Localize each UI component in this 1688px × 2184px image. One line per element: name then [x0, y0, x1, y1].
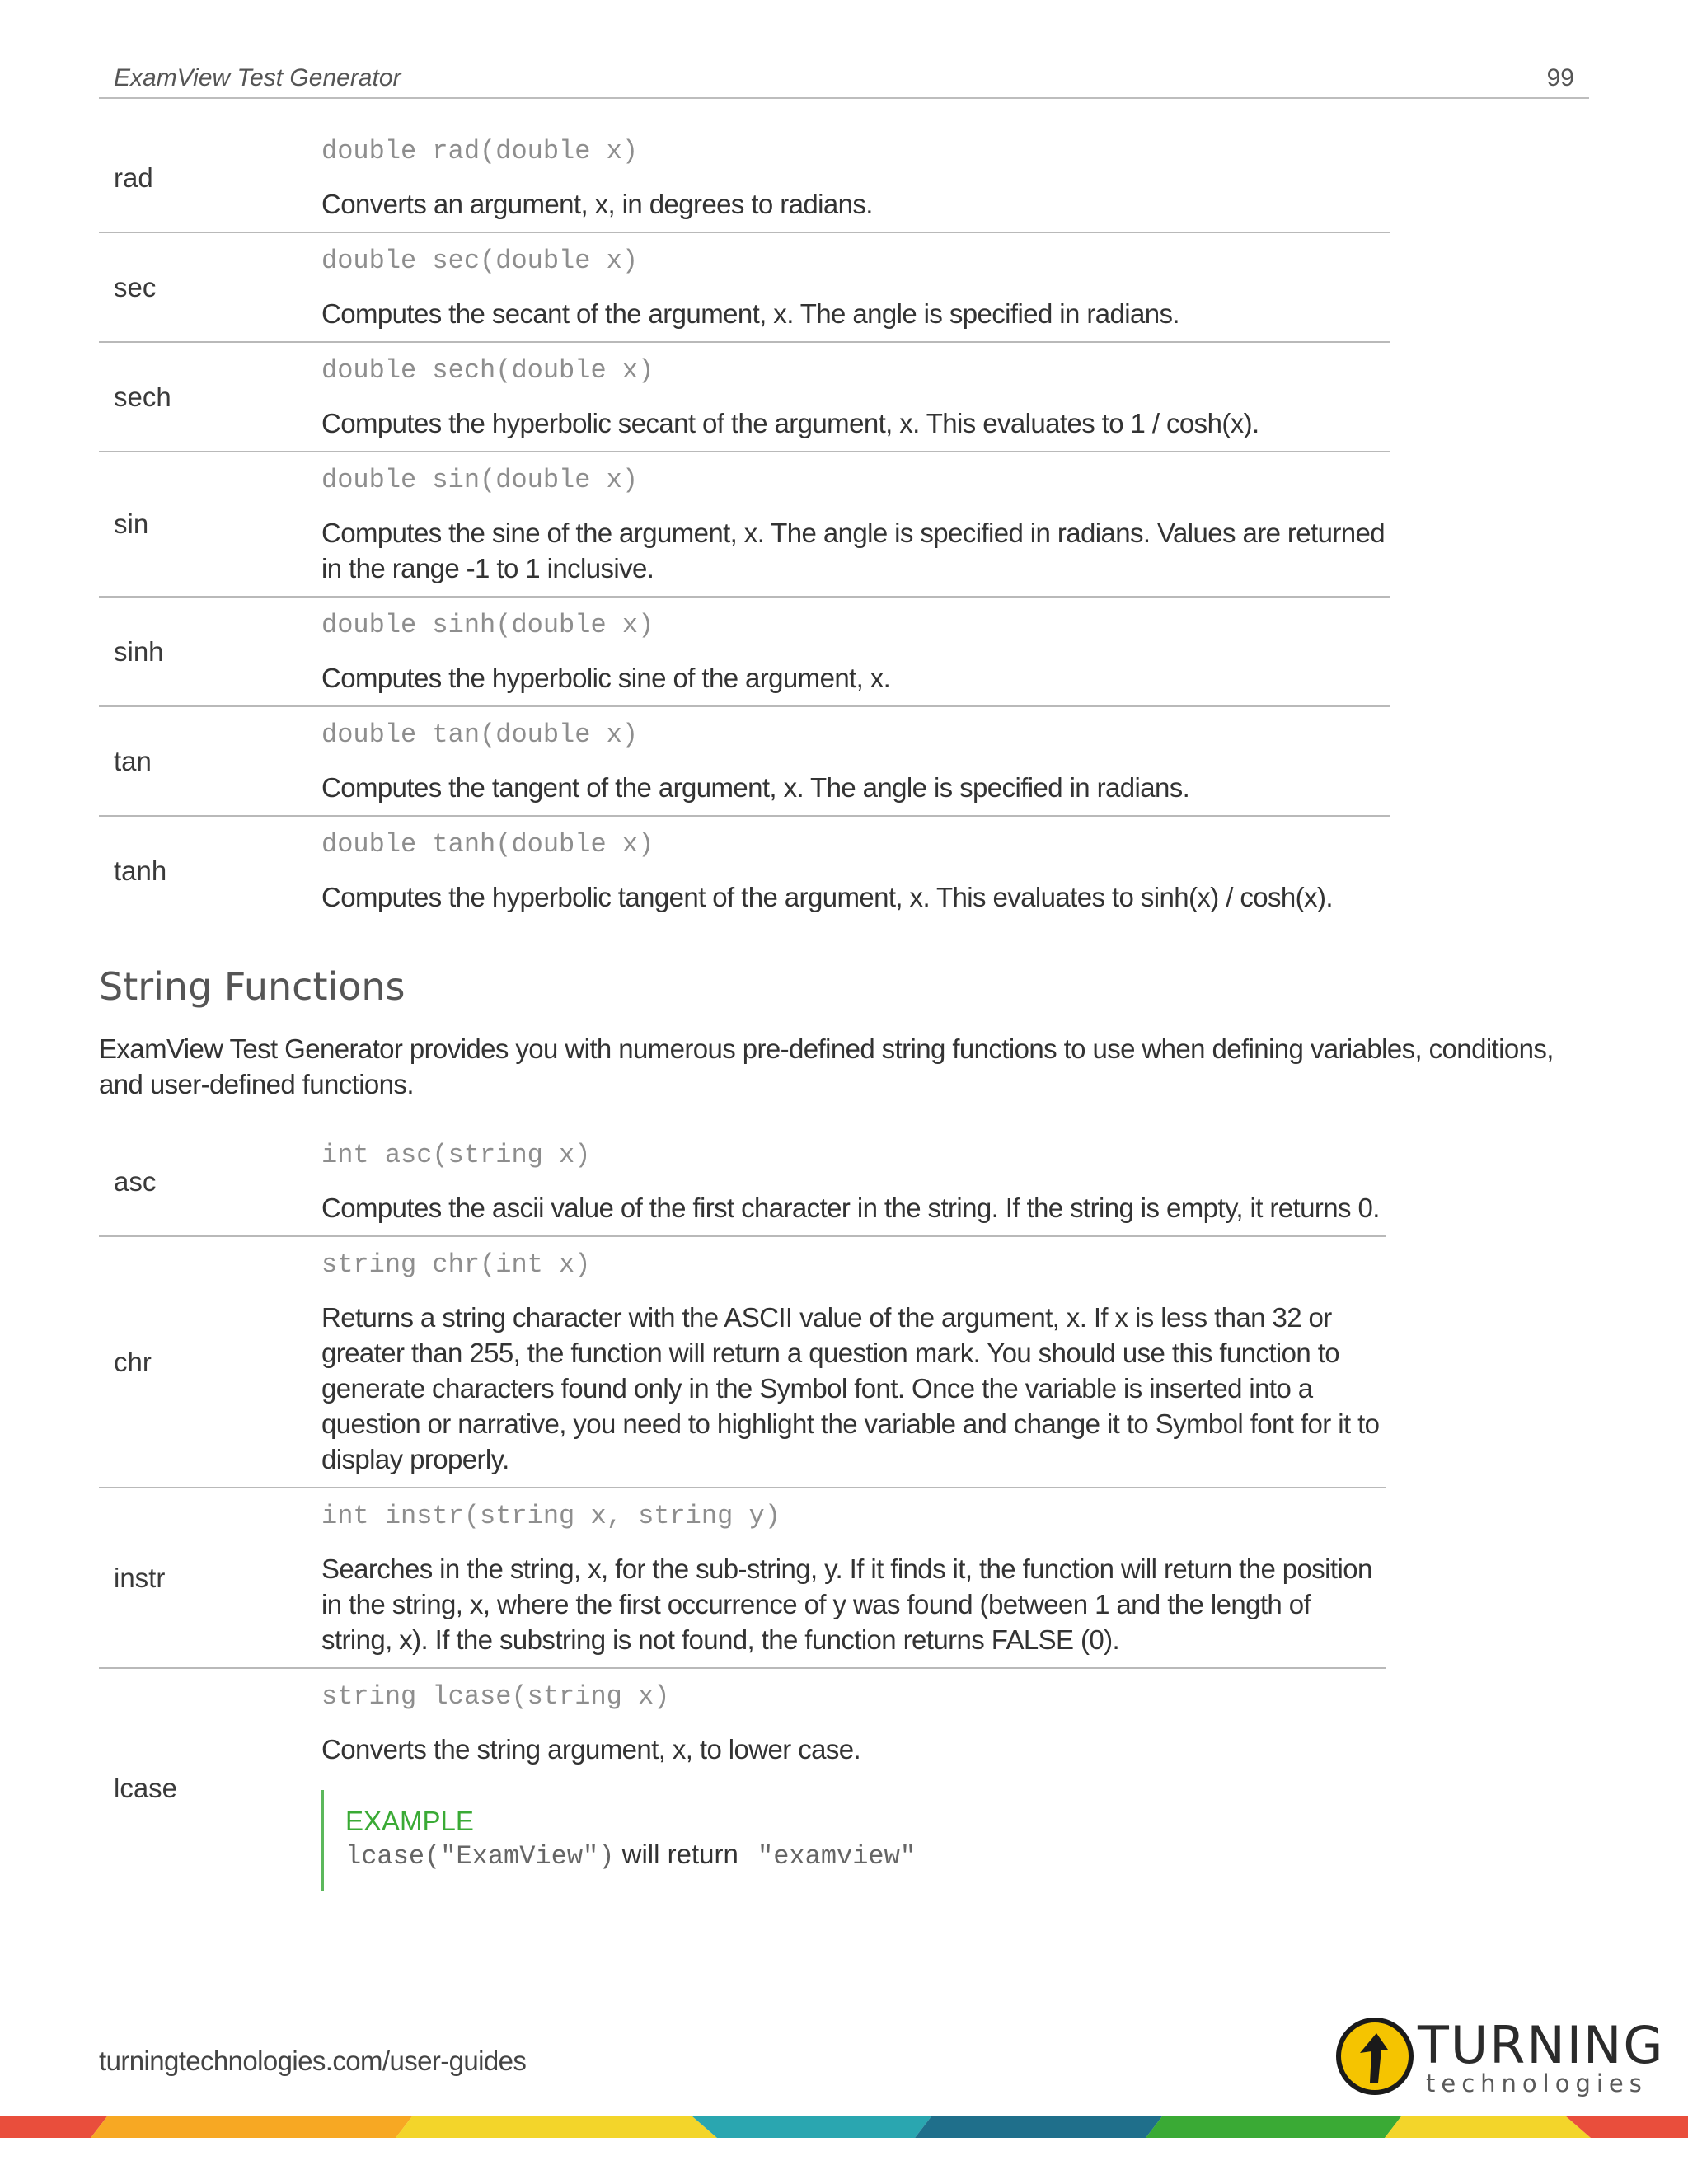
function-body	[321, 707, 1390, 815]
function-body	[321, 1237, 1386, 1487]
function-name: asc	[114, 1165, 157, 1197]
logo-subtitle: technologies	[1426, 2069, 1648, 2097]
function-description: Searches in the string, x, for the sub-string, y. If it finds it, the function will return the position in the string, x, where the first occurrence of y was found (between 1 and the length of string, x). If the substring is not found, the function returns FALSE (0).	[321, 1554, 1372, 1655]
function-description: Computes the hyperbolic secant of the argument, x. This evaluates to 1 / cosh(x).	[321, 408, 1259, 438]
function-name: sec	[114, 271, 157, 302]
function-row-sech	[99, 343, 1390, 452]
function-row-tanh	[99, 817, 1390, 925]
page-number: 99	[1546, 64, 1574, 91]
function-name: instr	[114, 1562, 166, 1593]
function-description: Computes the tangent of the argument, x. The angle is specified in radians.	[321, 772, 1190, 803]
function-signature: double sech(double x)	[321, 355, 654, 386]
function-name: tanh	[114, 855, 167, 886]
function-row-sinh	[99, 598, 1390, 707]
function-body	[321, 233, 1390, 341]
footer-url: turningtechnologies.com/user-guides	[99, 2046, 527, 2076]
function-description: Computes the sine of the argument, x. The angle is specified in radians. Values are returned in the range -1 to 1 inclusive.	[321, 518, 1386, 583]
example-code: lcase("ExamView")	[345, 1841, 615, 1872]
function-signature: string lcase(string x)	[321, 1681, 670, 1712]
function-signature: double tan(double x)	[321, 719, 639, 750]
function-name: sin	[114, 509, 149, 539]
function-signature: double sec(double x)	[321, 246, 639, 276]
function-body	[321, 1127, 1386, 1235]
function-description: Computes the secant of the argument, x. The angle is specified in radians.	[321, 298, 1179, 329]
example-result: "examview"	[757, 1841, 917, 1872]
function-row-lcase	[99, 1669, 1386, 1908]
function-description: Computes the ascii value of the first character in the string. If the string is empty, it returns 0.	[321, 1193, 1380, 1223]
math-functions-table	[99, 124, 1390, 925]
function-name: chr	[114, 1346, 152, 1377]
function-body	[321, 598, 1390, 705]
function-row-asc	[99, 1127, 1386, 1237]
function-row-tan	[99, 707, 1390, 817]
function-name: sinh	[114, 635, 164, 667]
example-callout	[321, 1790, 1386, 1891]
function-name: rad	[114, 162, 153, 193]
footer-color-stripe	[0, 2116, 1688, 2138]
function-body	[321, 452, 1390, 596]
function-row-chr	[99, 1237, 1386, 1488]
function-row-instr	[99, 1488, 1386, 1669]
function-signature: double sinh(double x)	[321, 610, 654, 640]
section-heading: String Functions	[99, 964, 406, 1009]
function-signature: int asc(string x)	[321, 1140, 591, 1170]
function-signature: double tanh(double x)	[321, 829, 654, 860]
arrow-circle-icon	[1335, 2017, 1414, 2096]
example-text: will return	[614, 1839, 746, 1869]
function-name: lcase	[114, 1773, 178, 1803]
function-name: sech	[114, 381, 171, 412]
section-intro: ExamView Test Generator provides you with numerous pre-defined string functions to use when defining variables, conditions, and user-defined functions.	[99, 1033, 1554, 1099]
function-signature: double sin(double x)	[321, 465, 639, 495]
function-description: Converts an argument, x, in degrees to radians.	[321, 189, 873, 219]
function-row-sin	[99, 452, 1390, 598]
logo-wordmark: TURNING	[1418, 2015, 1665, 2075]
function-body	[321, 124, 1390, 232]
function-body	[321, 1488, 1386, 1667]
turning-technologies-logo	[1335, 2015, 1665, 2097]
page-header	[99, 59, 1589, 99]
document-title: ExamView Test Generator	[114, 64, 401, 91]
function-body	[321, 343, 1390, 451]
function-signature: int instr(string x, string y)	[321, 1501, 781, 1531]
function-row-sec	[99, 233, 1390, 343]
function-body	[321, 1669, 1386, 1908]
example-line	[345, 1838, 1386, 1873]
function-signature: double rad(double x)	[321, 136, 639, 166]
function-signature: string chr(int x)	[321, 1249, 591, 1280]
function-description: Computes the hyperbolic sine of the argument, x.	[321, 663, 891, 693]
function-description: Computes the hyperbolic tangent of the argument, x. This evaluates to sinh(x) / cosh(x).	[321, 882, 1333, 912]
function-row-rad	[99, 124, 1390, 233]
function-name: tan	[114, 745, 152, 776]
example-label: EXAMPLE	[345, 1806, 474, 1836]
function-description: Converts the string argument, x, to lower case.	[321, 1734, 861, 1765]
function-description: Returns a string character with the ASCII value of the argument, x. If x is less than 32 or greater than 255, the function will return a question mark. You should use this function to generate characters found only in the Symbol font. Once the variable is inserted into a question or narrative, you need to highlight the variable and change it to Symbol font for it to display properly.	[321, 1302, 1380, 1474]
string-functions-table	[99, 1127, 1386, 1908]
function-body	[321, 817, 1390, 925]
